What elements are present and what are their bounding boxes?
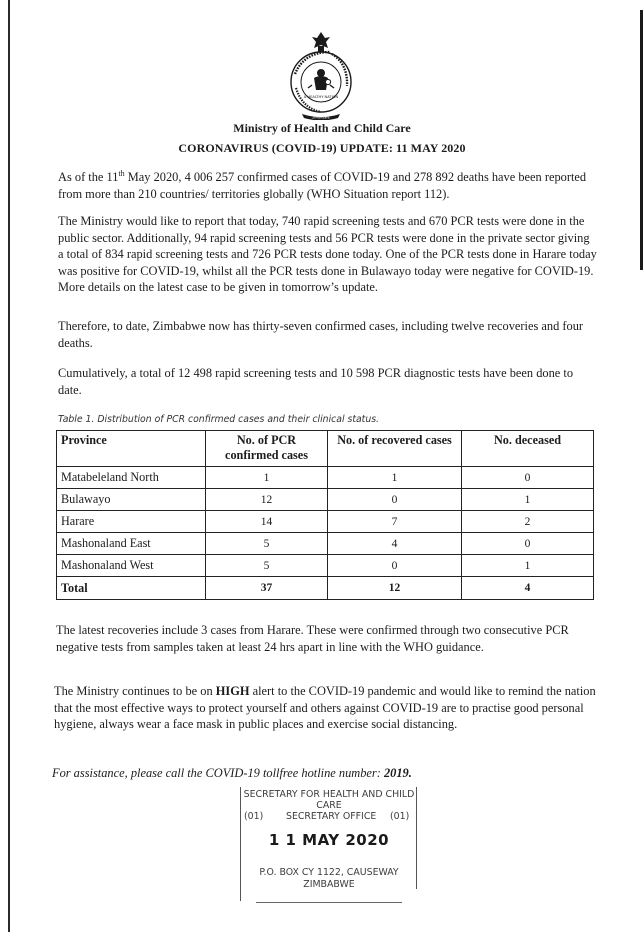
scan-edge-right xyxy=(640,10,643,270)
recovered-cell: 0 xyxy=(328,489,462,511)
recovered-cell: 4 xyxy=(328,533,462,555)
stamp-border-bottom xyxy=(256,902,402,903)
table-row xyxy=(57,489,594,511)
header-province: Province xyxy=(57,431,206,467)
secretary-office-stamp xyxy=(240,787,418,905)
province-cell: Matabeleland North xyxy=(57,467,206,489)
stamp-line-care: CARE xyxy=(316,800,342,811)
total-pcr-confirmed-cell: 37 xyxy=(206,577,328,600)
p6-text-b: alert to the COVID-19 pandemic and would like to remind the nation that the most effective ways to protect yourself and others against COVID-19 are to practise good personal hygiene, always wear a face mask in public places and exercise social distancing. xyxy=(54,684,596,731)
pcr-confirmed-cell: 1 xyxy=(206,467,328,489)
hotline-text: For assistance, please call the COVID-19 tollfree hotline number: xyxy=(52,766,384,780)
province-cell: Harare xyxy=(57,511,206,533)
stamp-office-name: SECRETARY OFFICE xyxy=(286,811,377,822)
recovered-cell: 0 xyxy=(328,555,462,577)
stamp-country: ZIMBABWE xyxy=(303,879,355,890)
p1-superscript: th xyxy=(118,168,125,178)
table-row xyxy=(57,533,594,555)
paragraph-hotline xyxy=(52,765,592,782)
deceased-cell: 0 xyxy=(462,467,594,489)
pcr-confirmed-cell: 5 xyxy=(206,533,328,555)
ministry-emblem-logo xyxy=(284,28,358,120)
paragraph-global-stats xyxy=(58,169,598,202)
table-row xyxy=(57,555,594,577)
province-cell: Mashonaland West xyxy=(57,555,206,577)
deceased-cell: 0 xyxy=(462,533,594,555)
cases-by-province-table xyxy=(56,430,594,600)
table-header-row xyxy=(57,431,594,467)
total-deceased-cell: 4 xyxy=(462,577,594,600)
paragraph-cumulative-tests: Cumulatively, a total of 12 498 rapid screening tests and 10 598 PCR diagnostic tests have been done to date. xyxy=(58,366,574,397)
paragraph-testing-today: The Ministry would like to report that today, 740 rapid screening tests and 670 PCR tests were done in the public sector. Additionally, 94 rapid screening tests and 56 PCR tests were done in the private sector giving a total of 834 rapid screening tests and 726 PCR tests done today. One of the PCR tests done in Harare today was positive for COVID-19, whilst all the PCR tests done in Bulawayo today were negative for COVID-19. More details on the latest case to be given in tomorrow’s update. xyxy=(58,214,597,294)
paragraph-confirmed-cases: Therefore, to date, Zimbabwe now has thirty-seven confirmed cases, including twelve recoveries and four deaths. xyxy=(58,319,584,350)
pcr-confirmed-cell: 12 xyxy=(206,489,328,511)
paragraph-prevention-advice xyxy=(54,683,600,733)
stamp-office-code-right: (01) xyxy=(390,811,410,822)
table-row xyxy=(57,511,594,533)
table-caption: Table 1. Distribution of PCR confirmed cases and their clinical status. xyxy=(58,414,380,425)
pcr-confirmed-cell: 5 xyxy=(206,555,328,577)
p6-text-a: The Ministry continues to be on xyxy=(54,684,216,698)
header-recovered: No. of recovered cases xyxy=(328,431,462,467)
p1-text-a: As of the 11 xyxy=(58,170,119,184)
deceased-cell: 1 xyxy=(462,555,594,577)
deceased-cell: 2 xyxy=(462,511,594,533)
p1-text-b: May 2020, 4 006 257 confirmed cases of COVID-19 and 278 892 deaths have been reported from more than 210 countries/ territories globally (WHO Situation report 112). xyxy=(58,170,587,201)
province-cell: Mashonaland East xyxy=(57,533,206,555)
stamp-office-code-left: (01) xyxy=(244,811,264,822)
stamp-line-secretary: SECRETARY FOR HEALTH AND CHILD xyxy=(243,789,415,800)
update-title: CORONAVIRUS (COVID-19) UPDATE: 11 MAY 2020 xyxy=(178,141,466,155)
pcr-confirmed-cell: 14 xyxy=(206,511,328,533)
table-row xyxy=(57,467,594,489)
province-cell: Bulawayo xyxy=(57,489,206,511)
alert-level-text: HIGH xyxy=(215,684,250,698)
stamp-address: P.O. BOX CY 1122, CAUSEWAY xyxy=(259,867,399,878)
ministry-name: Ministry of Health and Child Care xyxy=(233,121,411,135)
hotline-number: 2019. xyxy=(383,766,412,780)
scan-edge-left xyxy=(8,0,10,932)
table-total-row xyxy=(57,577,594,600)
header-pcr-confirmed: No. of PCR confirmed cases xyxy=(206,431,328,467)
recovered-cell: 1 xyxy=(328,467,462,489)
stamp-date: 1 1 MAY 2020 xyxy=(268,831,390,849)
svg-text:ZIMBABWE: ZIMBABWE xyxy=(312,115,330,120)
deceased-cell: 1 xyxy=(462,489,594,511)
total-recovered-cell: 12 xyxy=(328,577,462,600)
svg-text:A HEALTHY NATION: A HEALTHY NATION xyxy=(303,95,339,99)
header-deceased: No. deceased xyxy=(462,431,594,467)
recovered-cell: 7 xyxy=(328,511,462,533)
total-label-cell: Total xyxy=(57,577,206,600)
paragraph-latest-recoveries: The latest recoveries include 3 cases from Harare. These were confirmed through two consecutive PCR negative tests from samples taken at least 24 hrs apart in line with the WHO guidance. xyxy=(56,623,569,654)
